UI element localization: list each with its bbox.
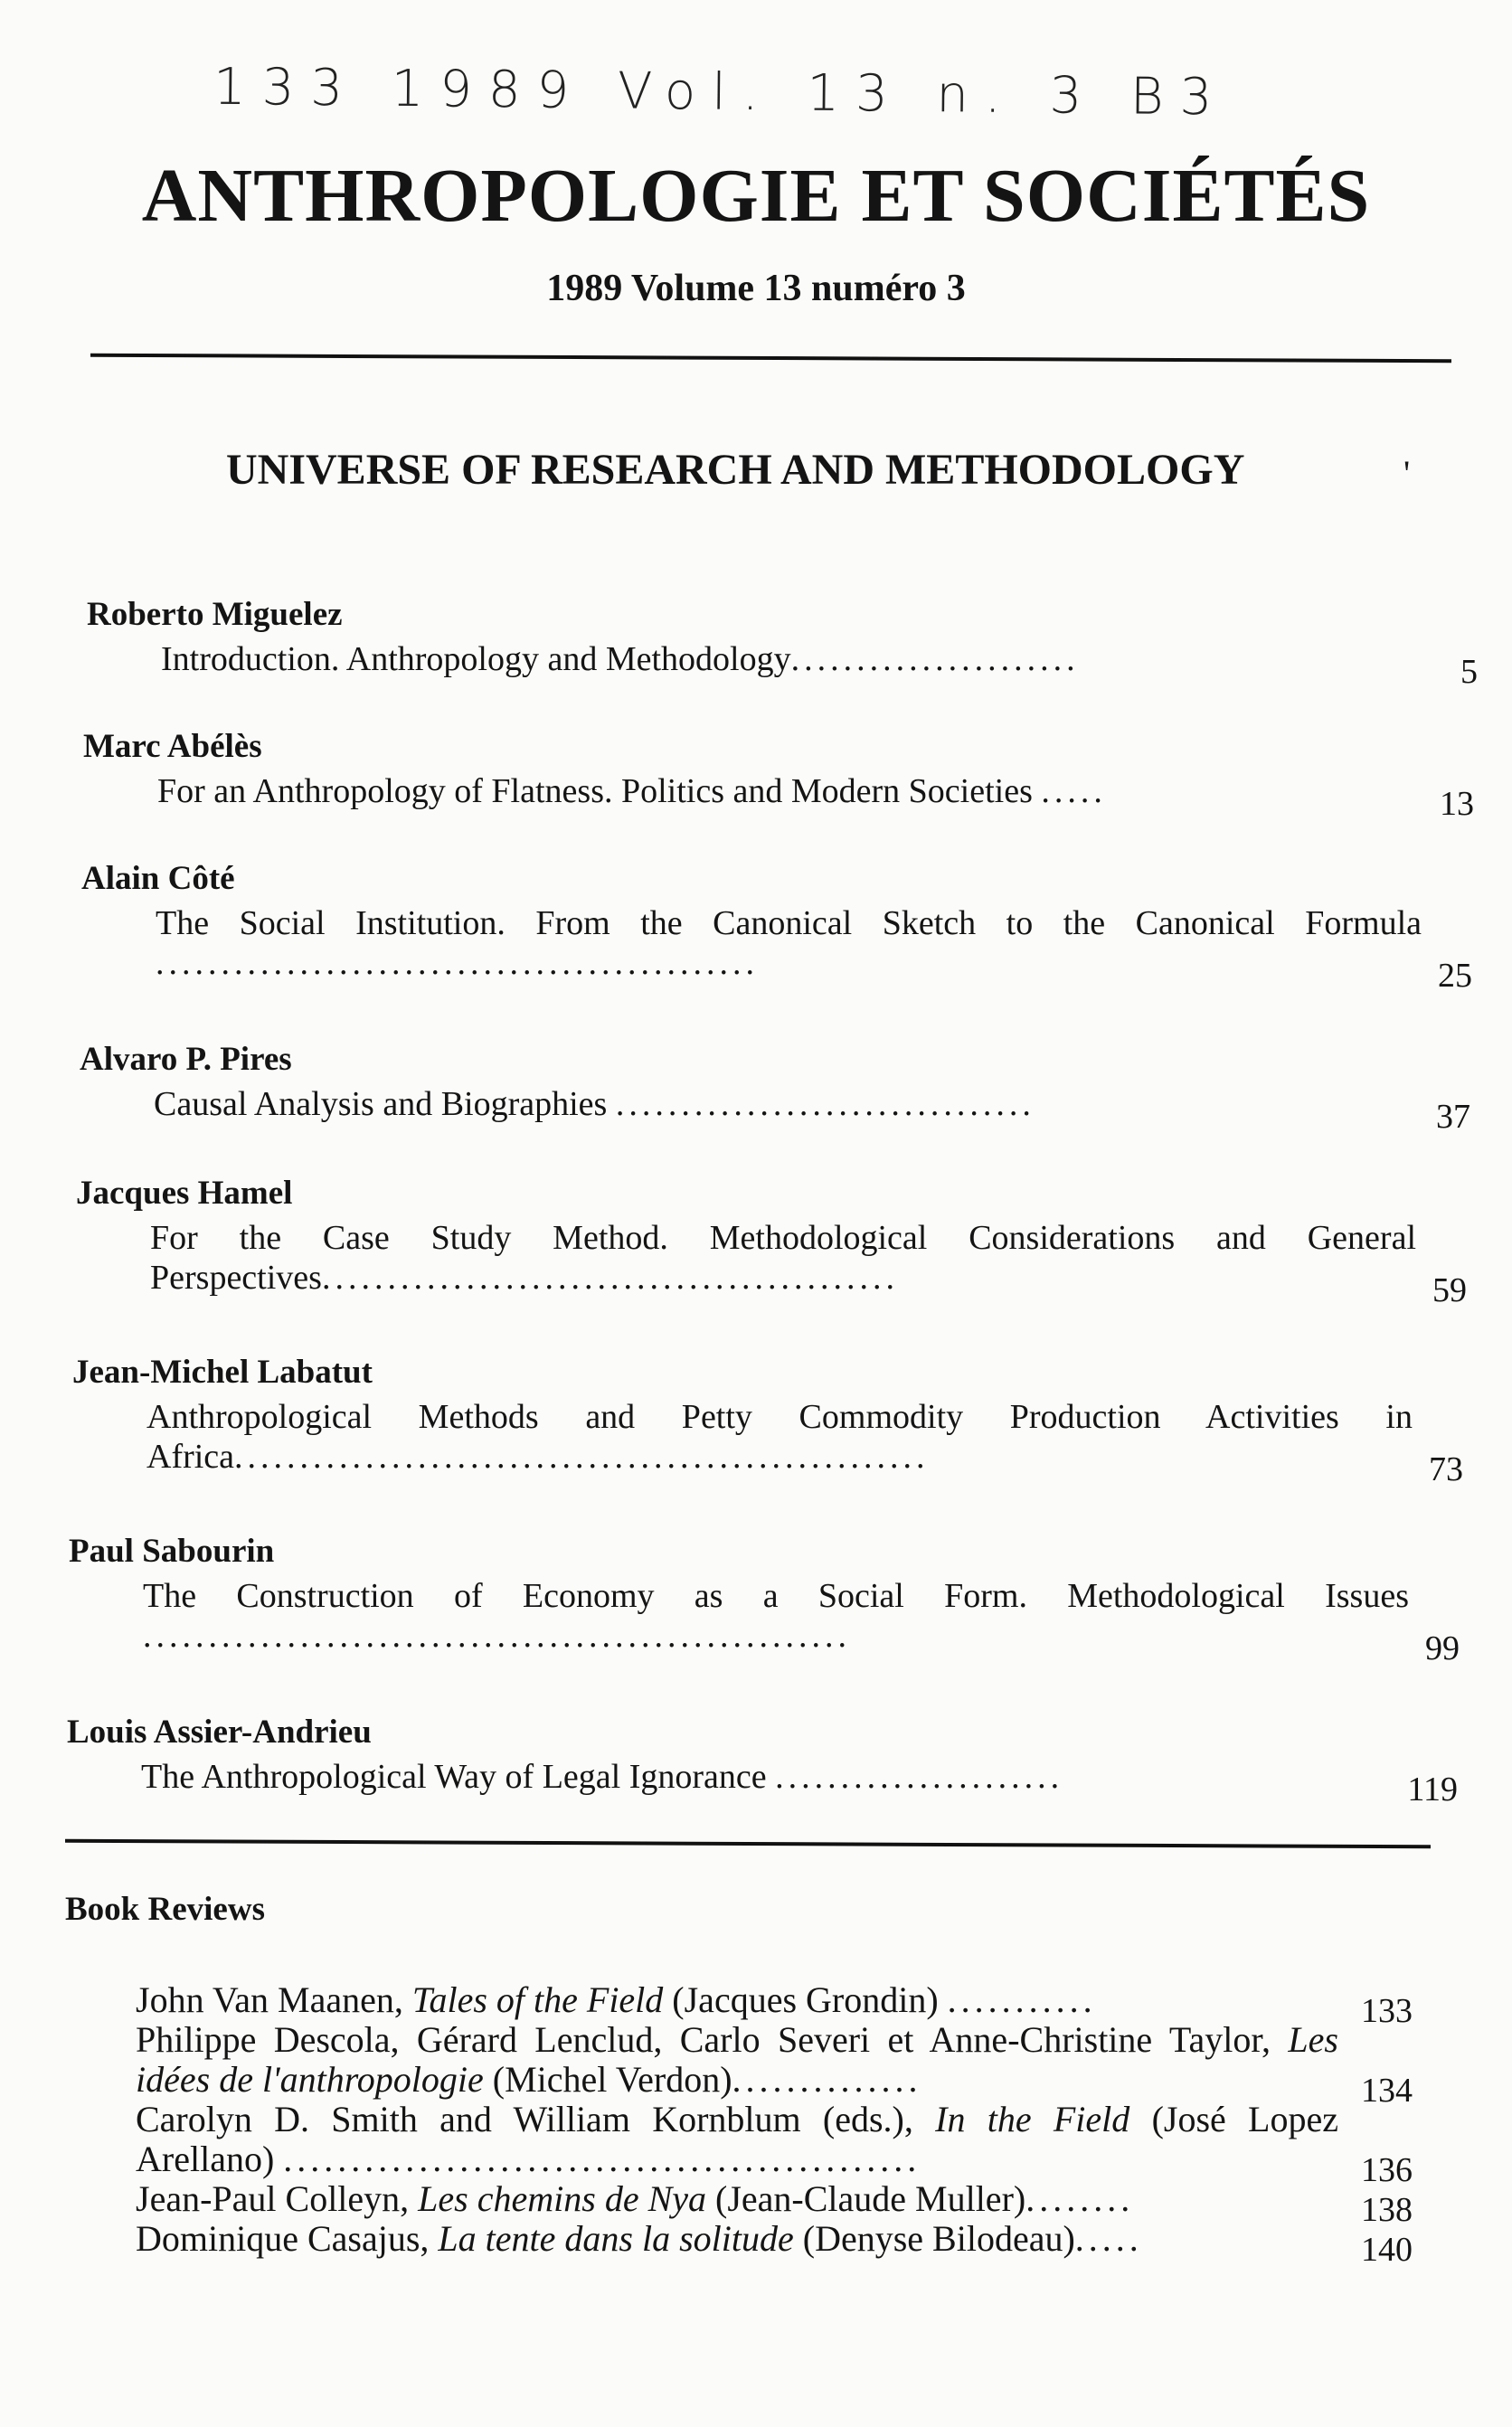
- leader-dots: ..............................................: [156, 944, 759, 982]
- margin-mark: ': [1403, 453, 1411, 494]
- entry-page: 119: [1407, 1771, 1458, 1808]
- entry-article: [156, 903, 1472, 995]
- entry-author: Alain Côté: [81, 860, 235, 897]
- entry-author: Alvaro P. Pires: [80, 1041, 292, 1078]
- entry-title: For the Case Study Method. Methodological Considerations and General Perspectives: [150, 1219, 1416, 1297]
- review-entry: [136, 2178, 1413, 2229]
- review-work-title: In the Field: [935, 2099, 1130, 2139]
- entry-title: The Anthropological Way of Legal Ignorance: [141, 1758, 767, 1796]
- entry-author: Roberto Miguelez: [87, 596, 343, 633]
- entry-article: [141, 1757, 1458, 1808]
- toc-entry: [69, 1532, 1479, 1667]
- review-author: Jean-Paul Colleyn,: [136, 2178, 419, 2219]
- top-rule: [90, 354, 1451, 364]
- entry-author: Jacques Hamel: [76, 1175, 293, 1212]
- toc-entry: [87, 595, 1498, 691]
- leader-dots: ............................................: [321, 1259, 899, 1297]
- leader-dots: ................................: [615, 1085, 1035, 1123]
- review-work-title: Tales of the Field: [411, 1979, 664, 2020]
- review-work-title: La tente dans la solitude: [438, 2218, 794, 2259]
- book-reviews-heading: Book Reviews: [65, 1891, 265, 1928]
- entry-title: The Social Institution. From the Canonical Sketch to the Canonical Formula: [156, 904, 1422, 942]
- entry-article: [154, 1084, 1470, 1136]
- review-work-title: Les idées de l'anthropologie: [136, 2019, 1338, 2100]
- toc-entry: [81, 859, 1492, 995]
- entry-title: Causal Analysis and Biographies: [154, 1085, 608, 1123]
- review-page: 138: [1361, 2191, 1413, 2229]
- review-work-title: Les chemins de Nya: [418, 2178, 706, 2219]
- toc-entry: [83, 727, 1494, 823]
- entry-page: 5: [1460, 653, 1478, 691]
- review-reviewer: (Jacques Grondin): [663, 1979, 939, 2020]
- leader-dots: ........: [1025, 2178, 1135, 2219]
- entry-author: Marc Abélès: [83, 728, 262, 765]
- review-author: Dominique Casajus,: [136, 2218, 439, 2259]
- entry-author: Louis Assier-Andrieu: [67, 1714, 372, 1751]
- entry-page: 25: [1438, 957, 1472, 995]
- review-entry: [136, 2218, 1413, 2269]
- leader-dots: .....: [1041, 772, 1107, 810]
- entry-title: The Construction of Economy as a Social Form. Methodological Issues: [143, 1577, 1409, 1615]
- review-entry: [136, 1979, 1413, 2030]
- leader-dots: .....................................................: [234, 1438, 930, 1476]
- entry-page: 13: [1440, 785, 1474, 823]
- review-entry: [136, 2099, 1413, 2189]
- leader-dots: ...............................................: [283, 2139, 921, 2179]
- entry-page: 73: [1429, 1450, 1463, 1488]
- section-divider: [65, 1839, 1431, 1849]
- entry-article: [161, 639, 1478, 691]
- review-page: 140: [1361, 2231, 1413, 2269]
- entry-article: [146, 1397, 1463, 1488]
- entry-author: Paul Sabourin: [69, 1533, 275, 1570]
- entry-title: Anthropological Methods and Petty Commodity Production Activities in Africa: [146, 1398, 1413, 1476]
- journal-title: ANTHROPOLOGIE ET SOCIÉTÉS: [141, 154, 1371, 238]
- toc-entry: [76, 1174, 1487, 1309]
- toc-entry: [67, 1713, 1478, 1808]
- review-reviewer: (José Lopez Arellano): [136, 2099, 1338, 2179]
- review-author: John Van Maanen,: [136, 1979, 412, 2020]
- entry-title: For an Anthropology of Flatness. Politics and Modern Societies: [157, 772, 1033, 810]
- review-author: Carolyn D. Smith and William Kornblum (eds.),: [136, 2099, 936, 2139]
- review-reviewer: (Jean-Claude Muller): [706, 2178, 1026, 2219]
- leader-dots: ......................: [775, 1758, 1064, 1796]
- handwritten-catalog-note: 133 1989 Vol. 13 n. 3 B3: [213, 57, 1229, 127]
- review-reviewer: (Denyse Bilodeau): [793, 2218, 1075, 2259]
- leader-dots: ..............: [732, 2059, 922, 2100]
- leader-dots: .....: [1074, 2218, 1143, 2259]
- entry-page: 99: [1425, 1629, 1460, 1667]
- review-page: 133: [1361, 1992, 1413, 2030]
- issue-line: 1989 Volume 13 numéro 3: [546, 268, 966, 309]
- review-page: 136: [1361, 2151, 1413, 2189]
- review-reviewer: (Michel Verdon): [483, 2059, 732, 2100]
- entry-page: 37: [1436, 1098, 1470, 1136]
- entry-title: Introduction. Anthropology and Methodology: [161, 640, 791, 678]
- section-title: UNIVERSE OF RESEARCH AND METHODOLOGY: [226, 446, 1245, 494]
- review-entry: [136, 2019, 1413, 2110]
- leader-dots: ...........: [947, 1979, 1097, 2020]
- entry-article: [150, 1218, 1467, 1309]
- review-author: Philippe Descola, Gérard Lenclud, Carlo Severi et Anne-Christine Taylor,: [136, 2019, 1289, 2060]
- toc-entry: [72, 1353, 1483, 1488]
- review-page: 134: [1361, 2072, 1413, 2110]
- entry-page: 59: [1432, 1271, 1467, 1309]
- leader-dots: ......................: [790, 640, 1080, 678]
- toc-entry: [80, 1040, 1490, 1136]
- leader-dots: ......................................................: [143, 1617, 851, 1655]
- entry-author: Jean-Michel Labatut: [72, 1354, 373, 1391]
- entry-article: [143, 1576, 1460, 1667]
- entry-article: [157, 771, 1474, 823]
- book-reviews-list: [136, 1979, 1429, 2269]
